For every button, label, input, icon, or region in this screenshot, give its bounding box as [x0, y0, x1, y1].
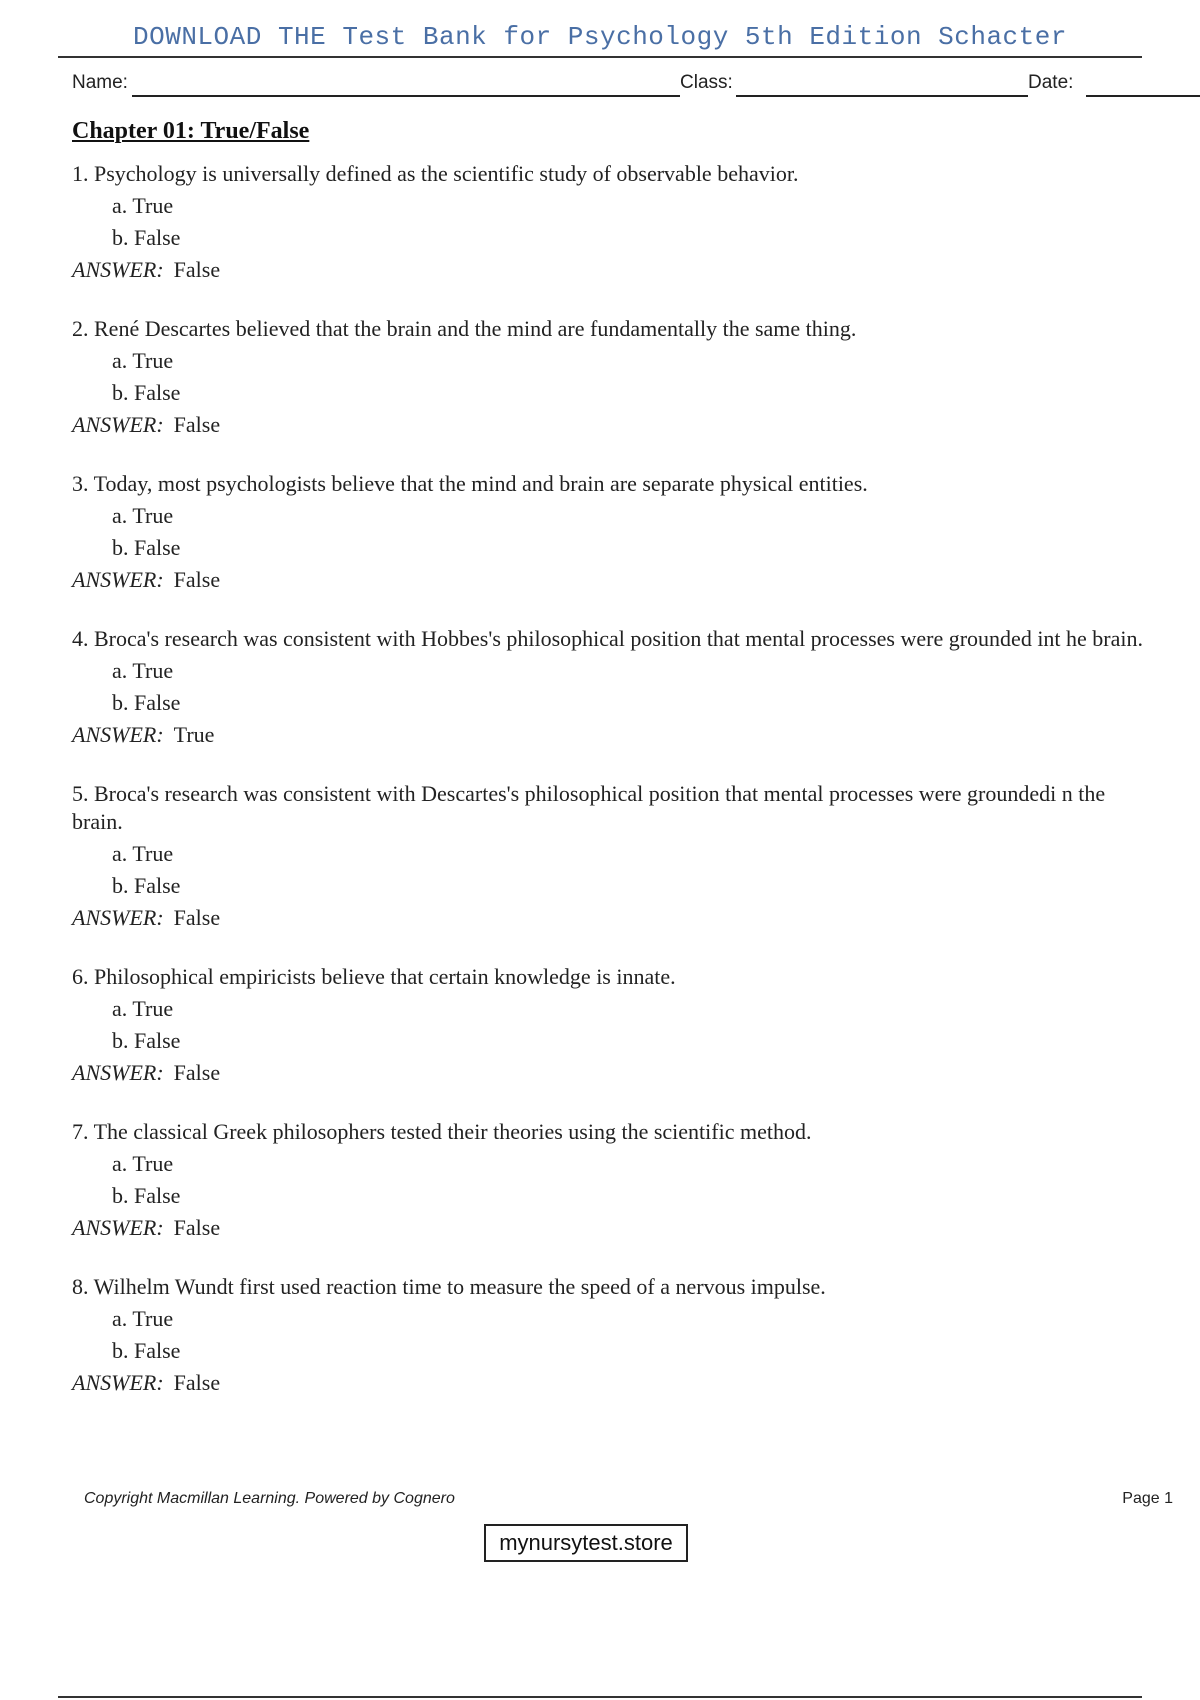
question-text: 4. Broca's research was consistent with Hobbes's philosophical position that mental processes were grounded int he brain. [72, 626, 1144, 651]
option-true: a. True [112, 841, 174, 866]
question-options [112, 838, 1152, 902]
answer-value: False [173, 567, 221, 592]
question-item [72, 625, 1152, 751]
question-item [72, 315, 1152, 441]
store-link[interactable]: mynursytest.store [484, 1524, 688, 1562]
question-text: 5. Broca's research was consistent with Descartes's philosophical position that mental processes were groundedi n the brain. [72, 781, 1106, 834]
question-text: 8. Wilhelm Wundt first used reaction time to measure the speed of a nervous impulse. [72, 1274, 826, 1299]
answer-value: False [173, 1215, 221, 1240]
question-text: 6. Philosophical empiricists believe that certain knowledge is innate. [72, 964, 676, 989]
option-true: a. True [112, 1151, 174, 1176]
answer-value: False [173, 1060, 221, 1085]
option-false: b. False [112, 225, 181, 250]
answer-value: True [173, 722, 215, 747]
name-label: Name: [72, 72, 128, 93]
option-false: b. False [112, 1183, 181, 1208]
answer-label: ANSWER: [72, 412, 164, 437]
answer-line [72, 1212, 1152, 1244]
question-text: 2. René Descartes believed that the brain and the mind are fundamentally the same thing. [72, 316, 857, 341]
option-true: a. True [112, 503, 174, 528]
answer-label: ANSWER: [72, 905, 164, 930]
question-options [112, 1303, 1152, 1367]
question-options [112, 190, 1152, 254]
answer-line [72, 902, 1152, 934]
question-options [112, 1148, 1152, 1212]
question-text: 7. The classical Greek philosophers tested their theories using the scientific method. [72, 1119, 812, 1144]
question-item [72, 470, 1152, 596]
answer-label: ANSWER: [72, 1215, 164, 1240]
question-item [72, 1273, 1152, 1399]
banner-divider [58, 56, 1142, 58]
answer-line [72, 254, 1152, 286]
option-true: a. True [112, 658, 174, 683]
answer-value: False [173, 412, 221, 437]
option-false: b. False [112, 690, 181, 715]
option-true: a. True [112, 1306, 174, 1331]
question-options [112, 345, 1152, 409]
copyright-notice: Copyright Macmillan Learning. Powered by Cognero [84, 1490, 455, 1507]
page-number: Page 1 [1122, 1490, 1173, 1507]
question-item [72, 963, 1152, 1089]
question-options [112, 993, 1152, 1057]
answer-label: ANSWER: [72, 1370, 164, 1395]
option-false: b. False [112, 535, 181, 560]
question-text: 3. Today, most psychologists believe that the mind and brain are separate physical entities. [72, 471, 868, 496]
answer-line [72, 1367, 1152, 1399]
question-item [72, 1118, 1152, 1244]
option-false: b. False [112, 380, 181, 405]
answer-line [72, 564, 1152, 596]
question-item [72, 780, 1152, 934]
option-false: b. False [112, 1028, 181, 1053]
header-fields [72, 72, 1168, 100]
question-text: 1. Psychology is universally defined as the scientific study of observable behavior. [72, 161, 799, 186]
question-options [112, 500, 1152, 564]
name-field-line[interactable] [132, 95, 680, 97]
answer-line [72, 409, 1152, 441]
class-field-line[interactable] [736, 95, 1028, 97]
answer-label: ANSWER: [72, 722, 164, 747]
question-options [112, 655, 1152, 719]
answer-value: False [173, 905, 221, 930]
question-item [72, 160, 1152, 286]
option-true: a. True [112, 348, 174, 373]
answer-label: ANSWER: [72, 257, 164, 282]
option-true: a. True [112, 996, 174, 1021]
answer-line [72, 1057, 1152, 1089]
answer-label: ANSWER: [72, 567, 164, 592]
option-false: b. False [112, 1338, 181, 1363]
option-true: a. True [112, 193, 174, 218]
bottom-divider [58, 1696, 1142, 1698]
option-false: b. False [112, 873, 181, 898]
answer-value: False [173, 257, 221, 282]
question-list [72, 160, 1152, 1428]
class-label: Class: [680, 72, 733, 93]
answer-label: ANSWER: [72, 1060, 164, 1085]
answer-value: False [173, 1370, 221, 1395]
chapter-title: Chapter 01: True/False [72, 118, 310, 144]
date-label: Date: [1028, 72, 1074, 93]
date-field-line[interactable] [1086, 95, 1200, 97]
download-banner: DOWNLOAD THE Test Bank for Psychology 5th Edition Schacter [133, 22, 1067, 52]
answer-line [72, 719, 1152, 751]
